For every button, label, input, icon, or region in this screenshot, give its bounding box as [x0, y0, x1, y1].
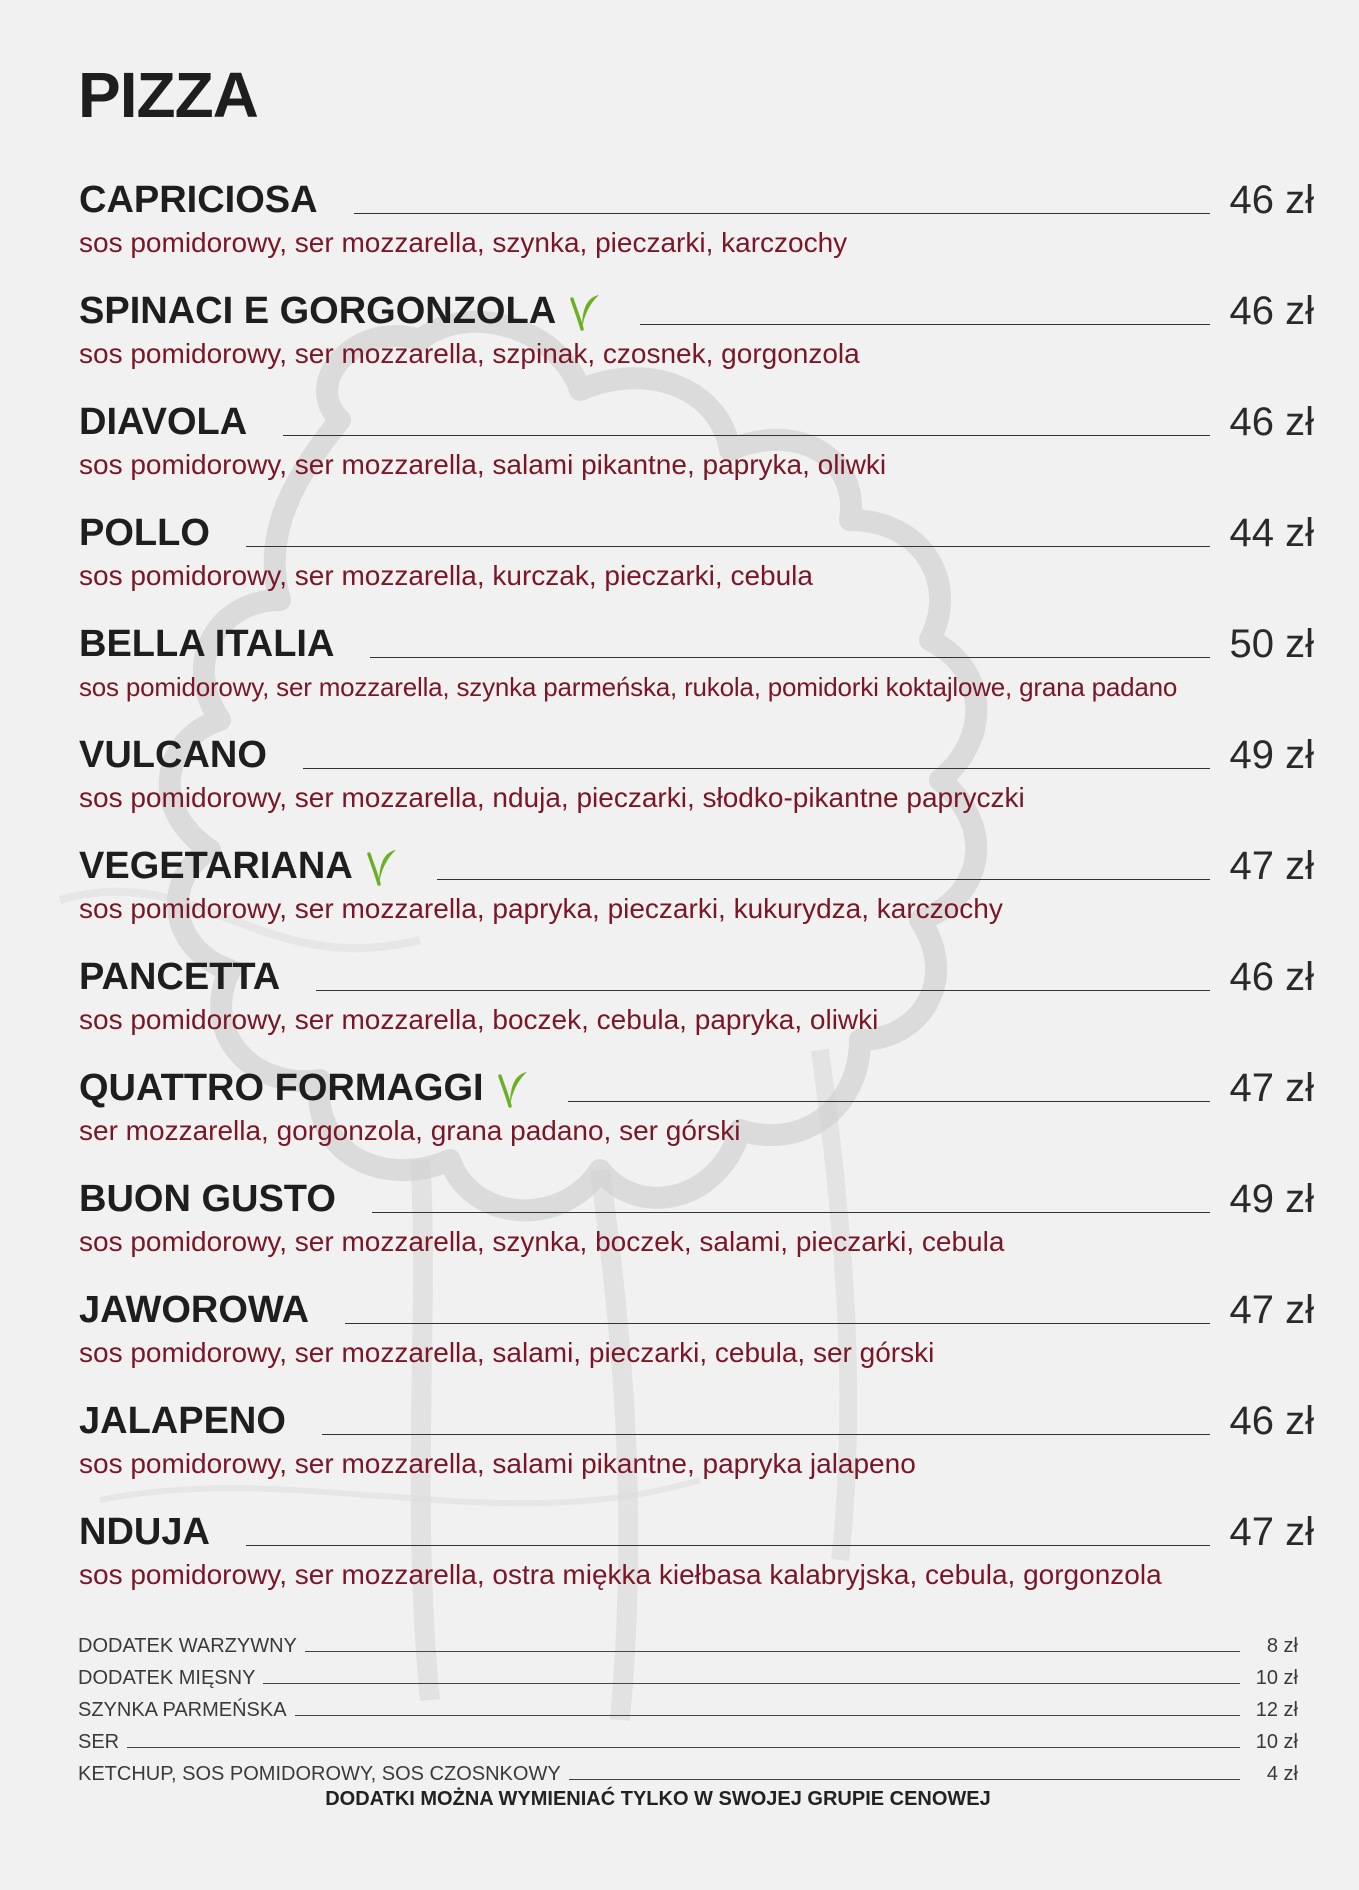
pizza-ingredients: sos pomidorowy, ser mozzarella, nduja, pieczarki, słodko-pikantne papryczki: [79, 782, 1025, 813]
pizza-price: 49 zł: [1229, 1177, 1314, 1221]
extra-price: 10 zł: [1255, 1667, 1298, 1689]
leader-line: [568, 1101, 1210, 1102]
pizza-name: POLLO: [79, 512, 210, 554]
extra-name: KETCHUP, SOS POMIDOROWY, SOS CZOSNKOWY: [78, 1763, 561, 1785]
extra-name: SZYNKA PARMEŃSKA: [78, 1699, 287, 1721]
pizza-ingredients: sos pomidorowy, ser mozzarella, szynka, boczek, salami, pieczarki, cebula: [79, 1226, 1005, 1257]
menu-item-row: [79, 170, 1314, 222]
menu-item: [79, 1502, 1314, 1602]
pizza-name: JAWOROWA: [79, 1289, 310, 1331]
leader-line: [345, 1323, 1210, 1324]
pizza-name: PANCETTA: [79, 956, 281, 998]
menu-item: [79, 836, 1314, 936]
menu-item-row: [79, 1058, 1314, 1110]
leader-line: [316, 990, 1210, 991]
page-title: PIZZA: [78, 59, 258, 131]
pizza-name: BUON GUSTO: [79, 1178, 336, 1220]
leader-line: [263, 1683, 1240, 1684]
leader-line: [354, 213, 1210, 214]
pizza-price: 50 zł: [1229, 622, 1314, 666]
menu-item-row: [79, 1280, 1314, 1332]
extra-item: [78, 1722, 1298, 1754]
pizza-price: 46 zł: [1229, 955, 1314, 999]
leader-line: [295, 1715, 1240, 1716]
pizza-name: CAPRICIOSA: [79, 179, 318, 221]
extra-name: DODATEK MIĘSNY: [78, 1667, 256, 1689]
menu-item-row: [79, 1502, 1314, 1554]
pizza-price: 44 zł: [1229, 511, 1314, 555]
pizza-ingredients: ser mozzarella, gorgonzola, grana padano, ser górski: [79, 1115, 741, 1146]
extra-name: DODATEK WARZYWNY: [78, 1635, 297, 1657]
menu-item-row: [79, 392, 1314, 444]
extra-price: 8 zł: [1266, 1635, 1298, 1657]
menu-item: [79, 170, 1314, 270]
menu-item: [79, 1280, 1314, 1380]
leader-line: [283, 435, 1210, 436]
pizza-ingredients: sos pomidorowy, ser mozzarella, szpinak, czosnek, gorgonzola: [79, 338, 860, 369]
extra-name: SER: [78, 1731, 120, 1753]
vegetarian-leaf-icon: [363, 844, 401, 888]
leader-line: [569, 1779, 1240, 1780]
menu-item: [79, 725, 1314, 825]
pizza-name: SPINACI E GORGONZOLA: [79, 290, 557, 332]
pizza-ingredients: sos pomidorowy, ser mozzarella, salami pikantne, papryka jalapeno: [79, 1448, 916, 1479]
leader-line: [246, 546, 1210, 547]
pizza-name: DIAVOLA: [79, 401, 248, 443]
vegetarian-leaf-icon: [494, 1066, 532, 1110]
menu-item: [79, 1058, 1314, 1158]
extra-item: [78, 1690, 1298, 1722]
pizza-price: 46 zł: [1229, 289, 1314, 333]
pizza-ingredients: sos pomidorowy, ser mozzarella, salami, pieczarki, cebula, ser górski: [79, 1337, 935, 1368]
menu-item: [79, 392, 1314, 492]
pizza-price: 49 zł: [1229, 733, 1314, 777]
pizza-name: VULCANO: [79, 734, 267, 776]
menu-item: [79, 947, 1314, 1047]
extra-item: [78, 1658, 1298, 1690]
leader-line: [322, 1434, 1210, 1435]
leader-line: [127, 1747, 1240, 1748]
pizza-name: VEGETARIANA: [79, 845, 353, 887]
pizza-name: BELLA ITALIA: [79, 623, 335, 665]
leader-line: [372, 1212, 1210, 1213]
pizza-ingredients: sos pomidorowy, ser mozzarella, szynka, pieczarki, karczochy: [79, 227, 848, 258]
menu-item: [79, 614, 1314, 714]
pizza-ingredients: sos pomidorowy, ser mozzarella, salami pikantne, papryka, oliwki: [79, 449, 887, 480]
leader-line: [303, 768, 1210, 769]
pizza-ingredients: sos pomidorowy, ser mozzarella, boczek, cebula, papryka, oliwki: [79, 1004, 879, 1035]
menu-item-row: [79, 503, 1314, 555]
menu-item: [79, 1169, 1314, 1269]
menu-item-row: [79, 836, 1314, 888]
menu-item-row: [79, 725, 1314, 777]
leader-line: [370, 657, 1210, 658]
pizza-name: QUATTRO FORMAGGI: [79, 1067, 484, 1109]
leader-line: [640, 324, 1210, 325]
vegetarian-leaf-icon: [566, 289, 604, 333]
pizza-price: 46 zł: [1229, 1399, 1314, 1443]
pizza-price: 47 zł: [1229, 1066, 1314, 1110]
pizza-price: 46 zł: [1229, 400, 1314, 444]
leader-line: [305, 1651, 1240, 1652]
leader-line: [437, 879, 1210, 880]
extra-item: [78, 1754, 1298, 1786]
extra-price: 10 zł: [1255, 1731, 1298, 1753]
menu-item: [79, 1391, 1314, 1491]
extras-note: DODATKI MOŻNA WYMIENIAĆ TYLKO W SWOJEJ GRUPIE CENOWEJ: [325, 1788, 991, 1810]
extra-price: 4 zł: [1266, 1763, 1298, 1785]
pizza-ingredients: sos pomidorowy, ser mozzarella, szynka parmeńska, rukola, pomidorki koktajlowe, grana padano: [79, 672, 1178, 702]
pizza-name: JALAPENO: [79, 1400, 286, 1442]
pizza-price: 47 zł: [1229, 1288, 1314, 1332]
extras-list: [78, 1626, 1298, 1786]
pizza-price: 46 zł: [1229, 178, 1314, 222]
pizza-ingredients: sos pomidorowy, ser mozzarella, kurczak, pieczarki, cebula: [79, 560, 813, 591]
pizza-ingredients: sos pomidorowy, ser mozzarella, ostra miękka kiełbasa kalabryjska, cebula, gorgonzola: [79, 1559, 1162, 1590]
extra-price: 12 zł: [1255, 1699, 1298, 1721]
menu-item-row: [79, 947, 1314, 999]
extra-item: [78, 1626, 1298, 1658]
menu-item-row: [79, 614, 1314, 666]
menu-item-row: [79, 1169, 1314, 1221]
menu-item: [79, 281, 1314, 381]
menu-item-row: [79, 1391, 1314, 1443]
menu-item: [79, 503, 1314, 603]
pizza-ingredients: sos pomidorowy, ser mozzarella, papryka, pieczarki, kukurydza, karczochy: [79, 893, 1003, 924]
pizza-price: 47 zł: [1229, 844, 1314, 888]
menu-item-row: [79, 281, 1314, 333]
pizza-name: NDUJA: [79, 1511, 210, 1553]
pizza-price: 47 zł: [1229, 1510, 1314, 1554]
leader-line: [246, 1545, 1210, 1546]
